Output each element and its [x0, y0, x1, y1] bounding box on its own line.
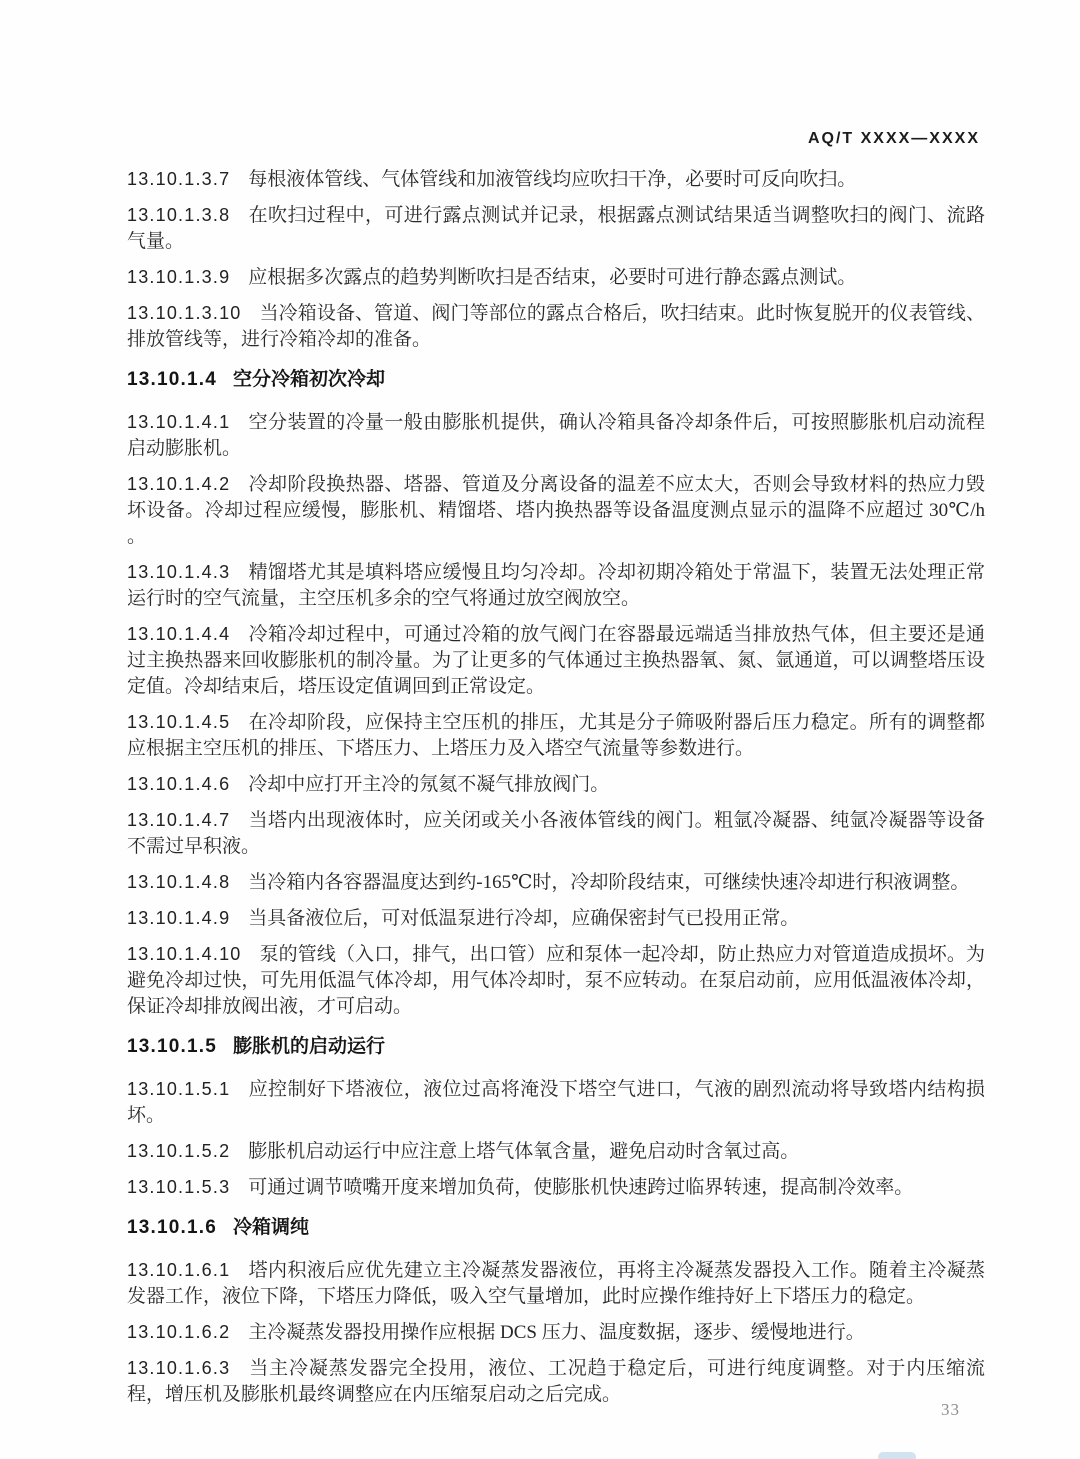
clause-text: 冷却中应打开主冷的氖氦不凝气排放阀门。: [248, 774, 610, 795]
section-title: 空分冷箱初次冷却: [233, 369, 386, 390]
page-number: 33: [941, 1400, 960, 1419]
clause-number: 13.10.1.4.2: [127, 474, 231, 494]
clause-text: 泵的管线（入口，排气，出口管）应和泵体一起冷却，防止热应力对管道造成损坏。为避免冷却过快，可先用低温气体冷却，用气体冷却时，泵不应转动。在泵启动前，应用低温液体冷却，保证冷却排放阀出液，才可启动。: [127, 944, 985, 1017]
section-title: 膨胀机的启动运行: [233, 1036, 386, 1057]
section-number: 13.10.1.5: [127, 1036, 218, 1057]
clause-number: 13.10.1.4.5: [127, 712, 231, 732]
clause-text: 主冷凝蒸发器投用操作应根据 DCS 压力、温度数据，逐步、缓慢地进行。: [248, 1322, 865, 1343]
clause-text: 在吹扫过程中，可进行露点测试并记录，根据露点测试结果适当调整吹扫的阀门、流路气量。: [127, 205, 985, 252]
clause-number: 13.10.1.4.9: [127, 908, 231, 928]
clause-number: 13.10.1.5.1: [127, 1079, 231, 1099]
clause-number: 13.10.1.6.1: [127, 1260, 231, 1280]
clause-number: 13.10.1.6.2: [127, 1322, 231, 1342]
clause-number: 13.10.1.4.6: [127, 774, 231, 794]
document-body: [127, 166, 985, 1417]
clause: [127, 1355, 985, 1408]
clause-text: 冷箱冷却过程中，可通过冷箱的放气阀门在容器最远端适当排放热气体，但主要还是通过主换热器来回收膨胀机的制冷量。为了让更多的气体通过主换热器氧、氮、氩通道，可以调整塔压设定值。冷却结束后，塔压设定值调回到正常设定。: [127, 624, 985, 697]
clause-text: 空分装置的冷量一般由膨胀机提供，确认冷箱具备冷却条件后，可按照膨胀机启动流程启动膨胀机。: [127, 412, 985, 459]
section-heading: [127, 1215, 985, 1241]
clause-text: 精馏塔尤其是填料塔应缓慢且均匀冷却。冷却初期冷箱处于常温下，装置无法处理正常运行时的空气流量，主空压机多余的空气将通过放空阀放空。: [127, 562, 985, 609]
clause-number: 13.10.1.6.3: [127, 1358, 231, 1378]
clause-number: 13.10.1.5.3: [127, 1177, 231, 1197]
clause: [127, 709, 985, 762]
clause: [127, 1076, 985, 1129]
clause: [127, 166, 985, 193]
clause: [127, 559, 985, 612]
clause: [127, 771, 985, 798]
clause-number: 13.10.1.5.2: [127, 1141, 231, 1161]
section-number: 13.10.1.4: [127, 369, 218, 390]
page-edge-artifact: [878, 1452, 916, 1459]
clause-text: 应控制好下塔液位，液位过高将淹没下塔空气进口，气液的剧烈流动将导致塔内结构损坏。: [127, 1079, 985, 1126]
clause-text: 当具备液位后，可对低温泵进行冷却，应确保密封气已投用正常。: [248, 908, 800, 929]
clause-text: 当冷箱内各容器温度达到约-165℃时，冷却阶段结束，可继续快速冷却进行积液调整。: [248, 872, 970, 893]
clause-number: 13.10.1.3.10: [127, 303, 242, 323]
clause-text: 当主冷凝蒸发器完全投用，液位、工况趋于稳定后，可进行纯度调整。对于内压缩流程，增压机及膨胀机最终调整应在内压缩泵启动之后完成。: [127, 1358, 985, 1405]
clause: [127, 621, 985, 700]
section-number: 13.10.1.6: [127, 1217, 218, 1238]
clause: [127, 1174, 985, 1201]
clause-number: 13.10.1.4.8: [127, 872, 231, 892]
clause: [127, 409, 985, 462]
clause-number: 13.10.1.3.9: [127, 267, 231, 287]
clause: [127, 300, 985, 353]
clause-number: 13.10.1.4.4: [127, 624, 231, 644]
clause: [127, 1319, 985, 1346]
clause-number: 13.10.1.3.8: [127, 205, 231, 225]
clause: [127, 264, 985, 291]
clause-number: 13.10.1.4.1: [127, 412, 231, 432]
clause-number: 13.10.1.3.7: [127, 169, 231, 189]
clause: [127, 1257, 985, 1310]
section-heading: [127, 367, 985, 393]
clause: [127, 202, 985, 255]
clause: [127, 471, 985, 550]
clause-number: 13.10.1.4.10: [127, 944, 242, 964]
clause: [127, 807, 985, 860]
clause-number: 13.10.1.4.3: [127, 562, 231, 582]
clause-text: 应根据多次露点的趋势判断吹扫是否结束，必要时可进行静态露点测试。: [248, 267, 857, 288]
clause-text: 膨胀机启动运行中应注意上塔气体氧含量，避免启动时含氧过高。: [248, 1141, 800, 1162]
clause-text: 当冷箱设备、管道、阀门等部位的露点合格后，吹扫结束。此时恢复脱开的仪表管线、排放管线等，进行冷箱冷却的准备。: [127, 303, 985, 350]
clause-text: 每根液体管线、气体管线和加液管线均应吹扫干净，必要时可反向吹扫。: [248, 169, 857, 190]
clause: [127, 941, 985, 1020]
clause-text: 当塔内出现液体时，应关闭或关小各液体管线的阀门。粗氩冷凝器、纯氩冷凝器等设备不需过早积液。: [127, 810, 985, 857]
section-heading: [127, 1034, 985, 1060]
section-title: 冷箱调纯: [233, 1217, 310, 1238]
clause: [127, 905, 985, 932]
clause-number: 13.10.1.4.7: [127, 810, 231, 830]
clause-text: 可通过调节喷嘴开度来增加负荷，使膨胀机快速跨过临界转速，提高制冷效率。: [248, 1177, 914, 1198]
clause-text: 塔内积液后应优先建立主冷凝蒸发器液位，再将主冷凝蒸发器投入工作。随着主冷凝蒸发器工作，液位下降，下塔压力降低，吸入空气量增加，此时应操作维持好上下塔压力的稳定。: [127, 1260, 985, 1307]
clause-text: 冷却阶段换热器、塔器、管道及分离设备的温差不应太大，否则会导致材料的热应力毁坏设备。冷却过程应缓慢，膨胀机、精馏塔、塔内换热器等设备温度测点显示的温降不应超过 30℃/h 。: [127, 474, 985, 547]
standard-code-header: AQ/T XXXX—XXXX: [807, 130, 980, 147]
clause-text: 在冷却阶段，应保持主空压机的排压，尤其是分子筛吸附器后压力稳定。所有的调整都应根据主空压机的排压、下塔压力、上塔压力及入塔空气流量等参数进行。: [127, 712, 985, 759]
clause: [127, 1138, 985, 1165]
clause: [127, 869, 985, 896]
